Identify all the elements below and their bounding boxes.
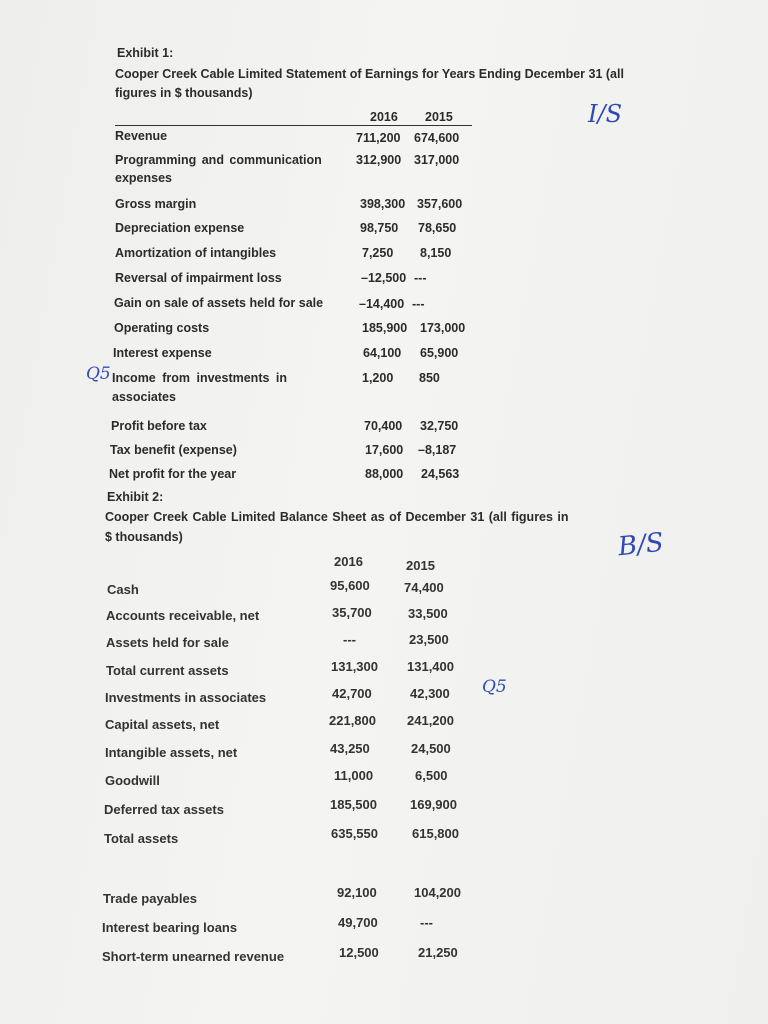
row-value-2016: 185,900 <box>362 321 408 335</box>
row-label: Revenue <box>115 129 168 143</box>
exhibit1-col-2016: 2016 <box>370 110 398 124</box>
row-value-2016: 711,200 <box>356 131 401 145</box>
row-value-2016: 11,000 <box>334 768 374 783</box>
row-value-2016: 70,400 <box>364 419 403 433</box>
row-label: Total assets <box>104 831 179 846</box>
row-value-2016: 1,200 <box>362 371 394 385</box>
row-label: Intangible assets, net <box>105 745 238 760</box>
row-value-2016: 312,900 <box>356 153 402 167</box>
row-value-2015: 23,500 <box>409 632 449 647</box>
row-value-2015: 104,200 <box>414 885 461 900</box>
row-label: Net profit for the year <box>109 467 237 481</box>
row-label-cont: expenses <box>115 171 172 185</box>
exhibit2-title-cont: $ thousands) <box>105 530 183 544</box>
row-label: Goodwill <box>105 773 160 788</box>
row-value-2015: 21,250 <box>418 945 458 960</box>
header-rule <box>115 125 472 126</box>
row-label: Short-term unearned revenue <box>102 949 285 964</box>
row-value-2016: 49,700 <box>338 915 378 930</box>
row-value-2016: 64,100 <box>363 346 402 360</box>
row-value-2015: 65,900 <box>420 346 459 360</box>
row-label: Income from investments in <box>112 371 288 385</box>
row-value-2016: 92,100 <box>337 885 377 900</box>
row-value-2015: --- <box>414 271 427 285</box>
row-value-2016: 35,700 <box>332 605 372 620</box>
row-value-2015: 615,800 <box>412 826 459 841</box>
row-value-2016: 12,500 <box>339 945 379 960</box>
row-label: Capital assets, net <box>105 717 220 732</box>
row-value-2016: 131,300 <box>331 659 378 674</box>
row-value-2015: 33,500 <box>408 606 448 621</box>
row-value-2016: –12,500 <box>361 271 407 285</box>
row-label: Gross margin <box>115 197 197 211</box>
row-label: Cash <box>107 582 139 597</box>
row-value-2015: 317,000 <box>414 153 460 167</box>
row-value-2015: --- <box>420 915 433 930</box>
row-label: Deferred tax assets <box>104 802 224 817</box>
row-value-2016: 43,250 <box>330 741 370 756</box>
row-label: Tax benefit (expense) <box>110 443 237 457</box>
row-value-2015: 24,500 <box>411 741 451 756</box>
row-value-2015: 6,500 <box>415 768 448 783</box>
exhibit2-col-2016: 2016 <box>334 554 363 569</box>
row-value-2016: 635,550 <box>331 826 378 841</box>
row-value-2015: 8,150 <box>420 246 452 260</box>
row-value-2016: 42,700 <box>332 686 372 701</box>
row-value-2015: 169,900 <box>410 797 457 812</box>
row-label: Profit before tax <box>111 419 207 433</box>
row-value-2015: 32,750 <box>420 419 459 433</box>
exhibit1-title-cont: figures in $ thousands) <box>115 86 253 100</box>
exhibit1-heading: Exhibit 1: <box>117 46 174 60</box>
row-label: Investments in associates <box>105 690 267 705</box>
exhibit1-title: Cooper Creek Cable Limited Statement of Earnings for Years Ending December 31 (all <box>115 67 624 81</box>
row-value-2015: 241,200 <box>407 713 454 728</box>
row-value-2016: 88,000 <box>365 467 404 481</box>
row-value-2015: 24,563 <box>421 467 460 481</box>
row-value-2015: 74,400 <box>404 580 444 595</box>
row-label: Trade payables <box>103 891 197 906</box>
row-value-2015: –8,187 <box>418 443 457 457</box>
row-label: Programming and communication <box>115 153 322 167</box>
row-label: Interest bearing loans <box>102 920 238 935</box>
exhibit1-col-2015: 2015 <box>425 110 453 124</box>
row-value-2015: 131,400 <box>407 659 454 674</box>
exhibit2-heading: Exhibit 2: <box>107 490 164 504</box>
row-value-2016: –14,400 <box>359 297 405 311</box>
row-value-2015: 173,000 <box>420 321 466 335</box>
row-value-2015: 78,650 <box>418 221 457 235</box>
row-label: Total current assets <box>106 663 229 678</box>
row-value-2016: 221,800 <box>329 713 376 728</box>
bs-annotation: B/S <box>616 527 666 563</box>
row-value-2015: 850 <box>419 371 440 385</box>
row-value-2015: 357,600 <box>417 197 463 211</box>
row-label: Gain on sale of assets held for sale <box>114 296 324 310</box>
exhibit2-col-2015: 2015 <box>406 558 435 573</box>
row-label: Assets held for sale <box>106 635 229 650</box>
exhibit2-title: Cooper Creek Cable Limited Balance Sheet as of December 31 (all figures in <box>105 510 569 524</box>
row-value-2015: 674,600 <box>414 131 460 145</box>
row-label: Reversal of impairment loss <box>115 271 282 285</box>
row-value-2015: 42,300 <box>410 686 450 701</box>
row-value-2016: 185,500 <box>330 797 377 812</box>
row-value-2016: 95,600 <box>330 578 370 593</box>
row-value-2016: --- <box>343 632 356 647</box>
is-annotation: I/S <box>588 100 623 128</box>
row-value-2016: 17,600 <box>365 443 404 457</box>
q5-annotation-invest: Q5 <box>482 677 507 697</box>
row-label: Operating costs <box>114 321 210 335</box>
row-label-cont: associates <box>112 390 176 404</box>
row-value-2016: 398,300 <box>360 197 406 211</box>
row-value-2016: 98,750 <box>360 221 399 235</box>
row-label: Accounts receivable, net <box>106 608 260 623</box>
row-label: Depreciation expense <box>115 221 245 235</box>
row-value-2015: --- <box>412 297 425 311</box>
row-value-2016: 7,250 <box>362 246 394 260</box>
row-label: Amortization of intangibles <box>115 246 277 260</box>
row-label: Interest expense <box>113 346 212 360</box>
q5-annotation-income: Q5 <box>86 364 111 384</box>
